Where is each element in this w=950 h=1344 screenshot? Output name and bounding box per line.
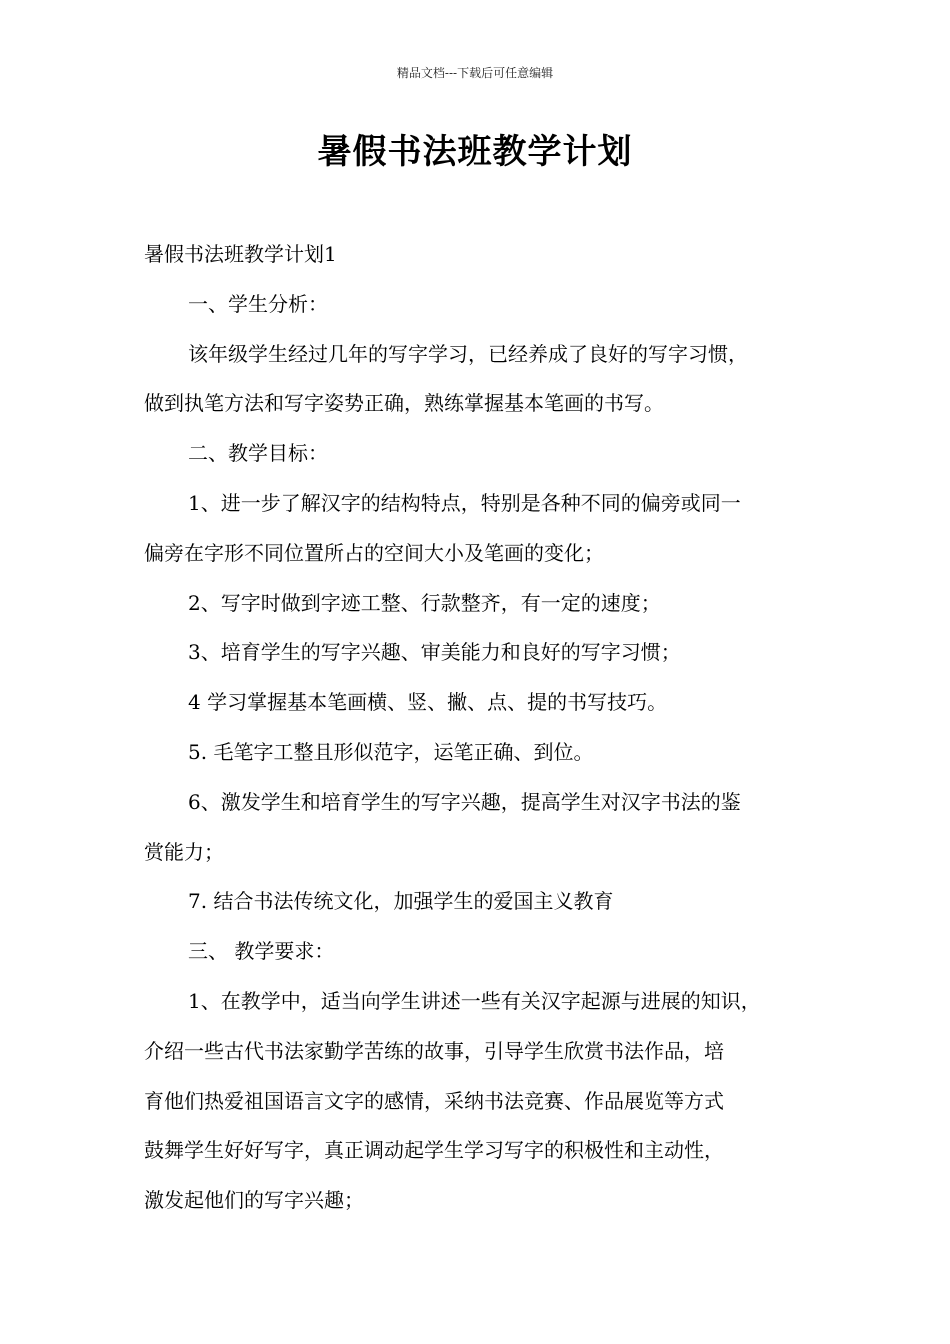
body-line: 做到执笔方法和写字姿势正确，熟练掌握基本笔画的书写。 xyxy=(144,391,664,416)
section-heading: 二、教学目标： xyxy=(188,441,328,466)
body-line: 7. 结合书法传统文化，加强学生的爱国主义教育 xyxy=(188,889,614,914)
body-line: 4 学习掌握基本笔画横、竖、撇、点、提的书写技巧。 xyxy=(188,690,668,715)
document-title: 暑假书法班教学计划 xyxy=(317,132,633,172)
document-body xyxy=(144,230,844,1226)
body-line: 偏旁在字形不同位置所占的空间大小及笔画的变化； xyxy=(144,540,604,565)
body-line: 3、培育学生的写字兴趣、审美能力和良好的写字习惯； xyxy=(188,640,681,665)
section-heading: 三、 教学要求： xyxy=(188,939,335,964)
body-line: 激发起他们的写字兴趣； xyxy=(144,1188,364,1213)
body-line: 介绍一些古代书法家勤学苦练的故事，引导学生欣赏书法作品，培 xyxy=(144,1038,724,1063)
body-line: 6、激发学生和培育学生的写字兴趣，提高学生对汉字书法的鉴 xyxy=(188,789,741,814)
body-line: 育他们热爱祖国语言文字的感情，采纳书法竞赛、作品展览等方式 xyxy=(144,1088,724,1113)
section-heading: 一、学生分析： xyxy=(188,291,328,316)
body-line: 5. 毛笔字工整且形似范字，运笔正确、到位。 xyxy=(188,739,594,764)
body-line: 1、进一步了解汉字的结构特点，特别是各种不同的偏旁或同一 xyxy=(188,490,741,515)
body-line: 该年级学生经过几年的写字学习，已经养成了良好的写字习惯， xyxy=(188,341,748,366)
body-line: 鼓舞学生好好写字，真正调动起学生学习写字的积极性和主动性， xyxy=(144,1138,724,1163)
header-note: 精品文档---下载后可任意编辑 xyxy=(396,66,554,80)
body-line: 2、写字时做到字迹工整、行款整齐，有一定的速度； xyxy=(188,590,661,615)
body-line: 暑假书法班教学计划1 xyxy=(144,242,337,266)
body-line: 1、在教学中，适当向学生讲述一些有关汉字起源与进展的知识， xyxy=(188,988,761,1013)
body-line: 赏能力； xyxy=(144,839,224,864)
